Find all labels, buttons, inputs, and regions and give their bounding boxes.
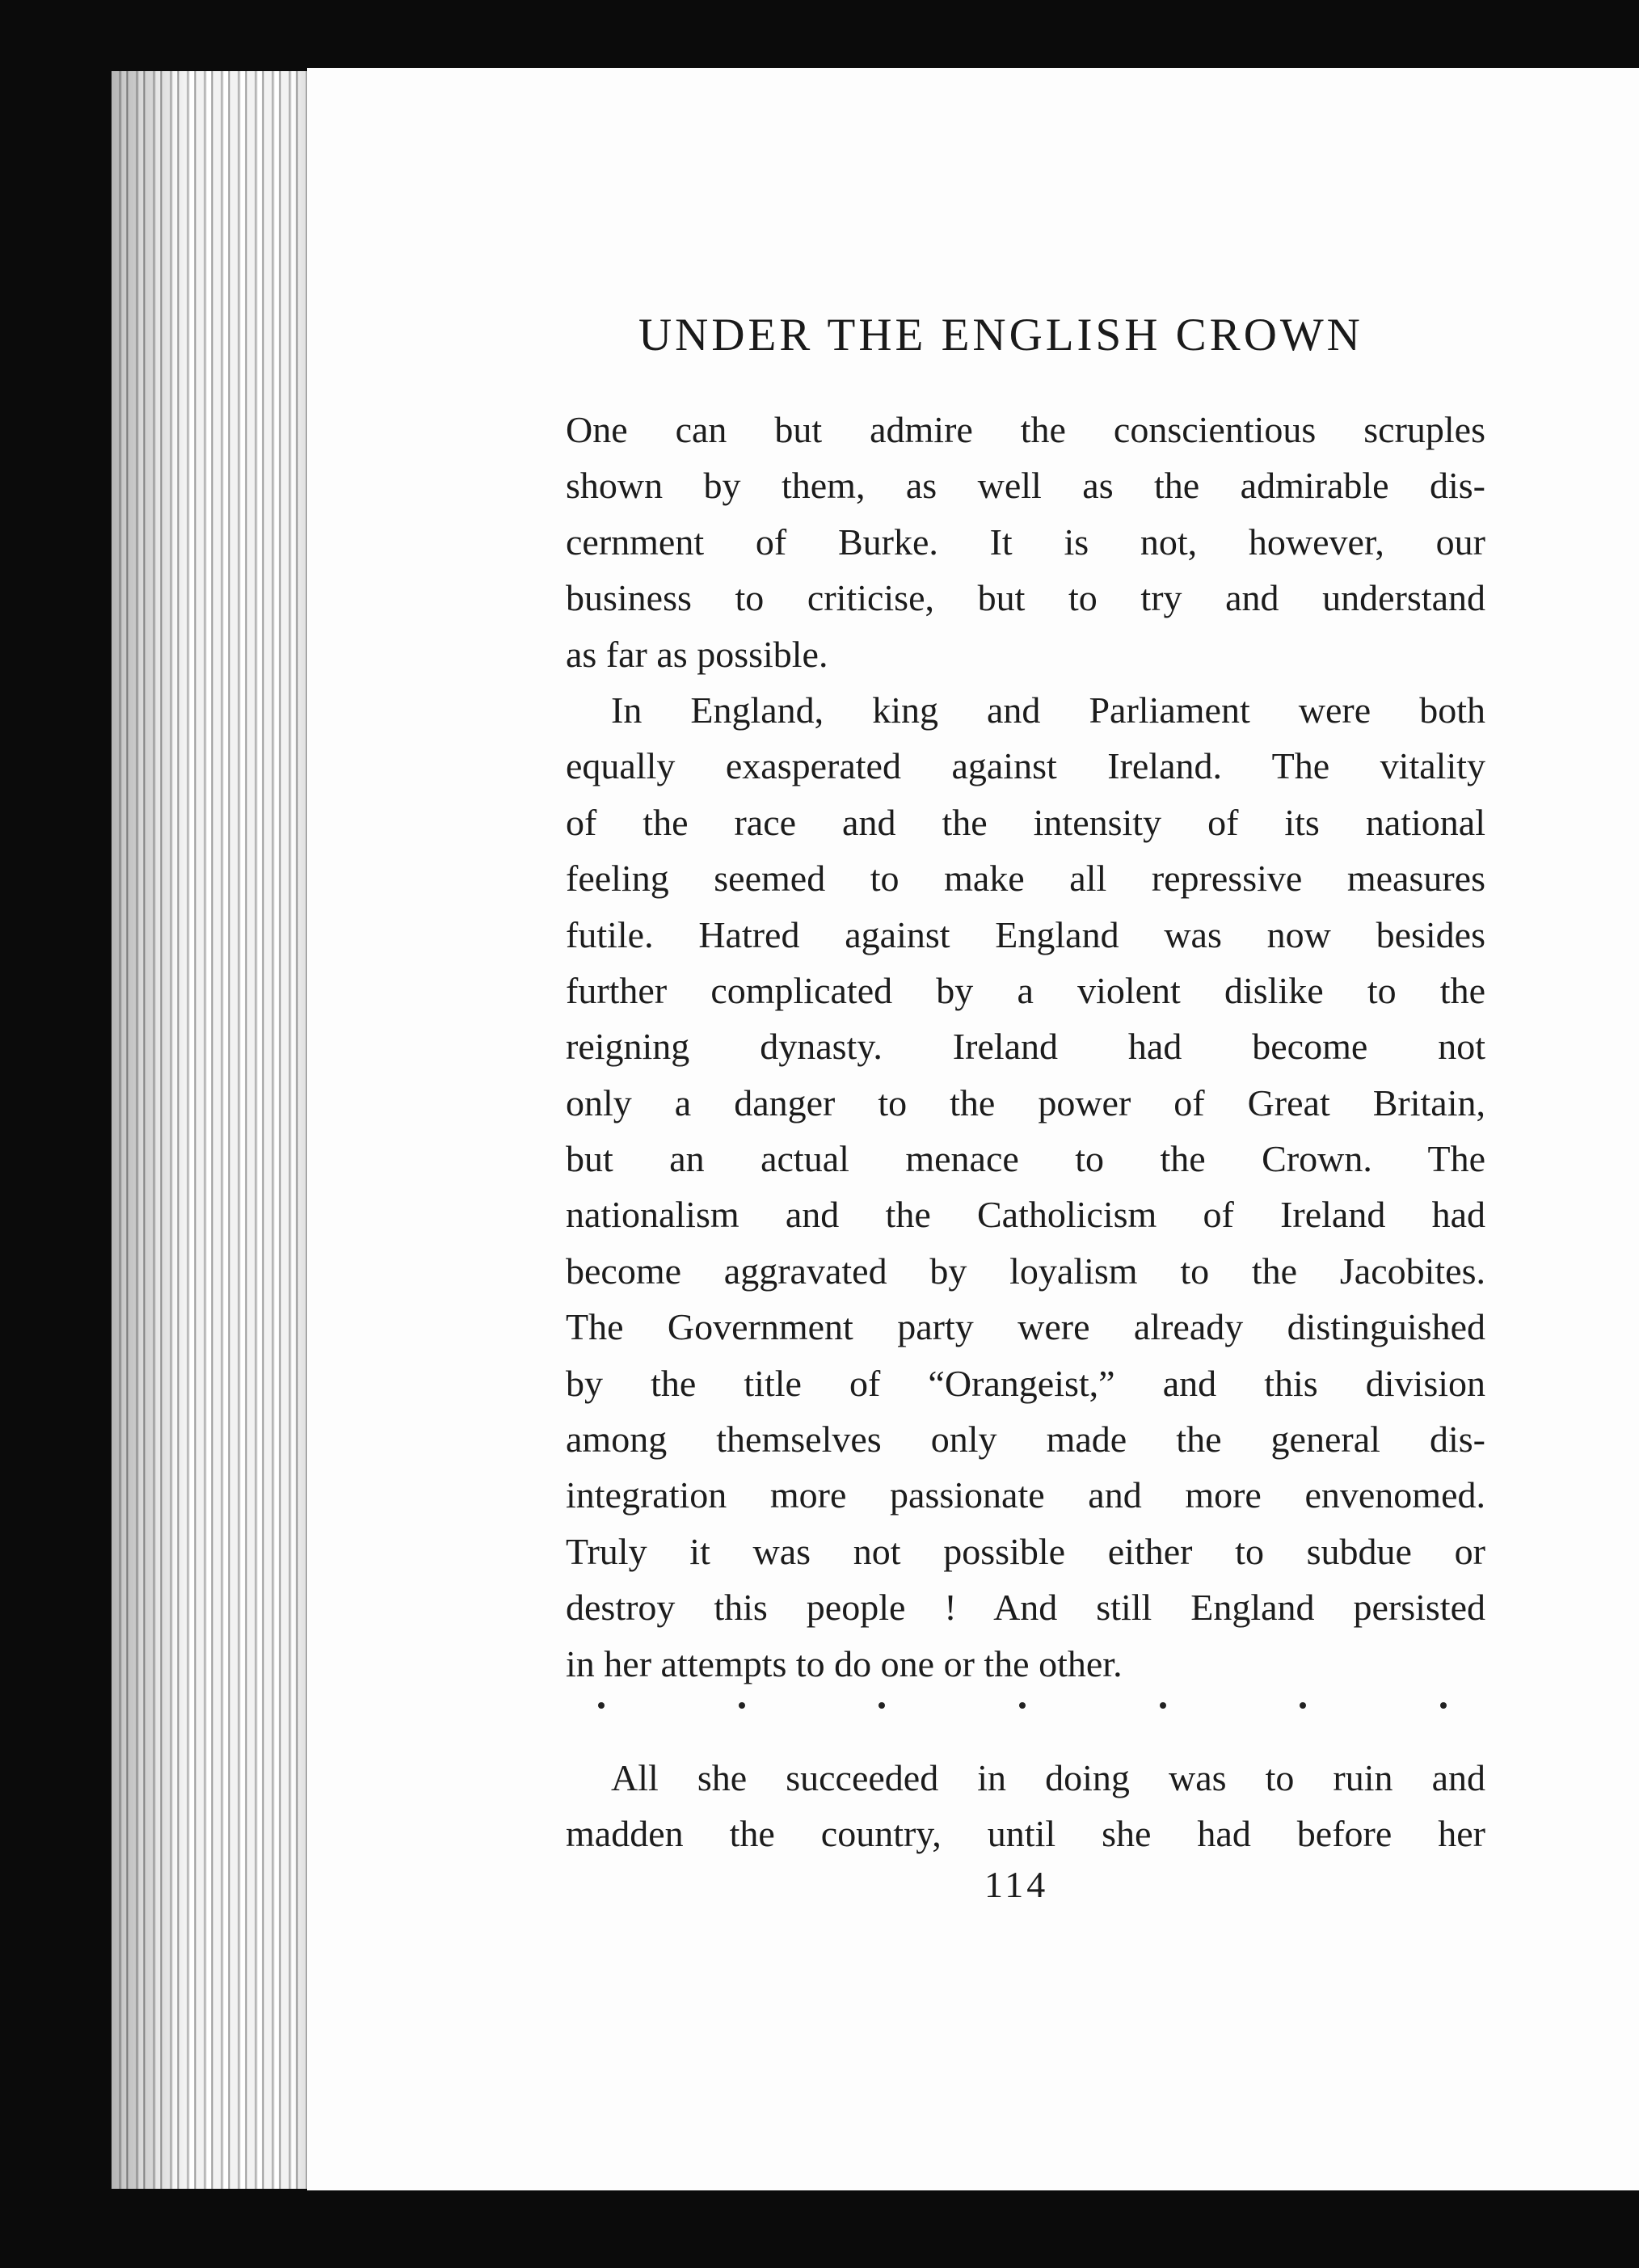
- dot: [739, 1702, 745, 1709]
- text-line: One can but admire the conscientious scruples: [566, 409, 1485, 450]
- dot: [1160, 1702, 1166, 1709]
- text-line: All she succeeded in doing was to ruin and: [611, 1757, 1485, 1798]
- dot: [598, 1702, 605, 1709]
- body-text: [566, 402, 1485, 1692]
- text-line: nationalism and the Catholicism of Ireland had: [566, 1194, 1485, 1236]
- text-line: business to criticise, but to try and understand: [566, 577, 1485, 619]
- text-line: feeling seemed to make all repressive measures: [566, 858, 1485, 900]
- text-line: In England, king and Parliament were both: [611, 689, 1485, 731]
- text-line: become aggravated by loyalism to the Jacobites.: [566, 1250, 1485, 1292]
- text-line: futile. Hatred against England was now besides: [566, 913, 1485, 955]
- section-break-dots: [598, 1702, 1447, 1709]
- text-line: madden the country, until she had before her: [566, 1813, 1485, 1855]
- text-line: in her attempts to do one or the other.: [566, 1642, 1123, 1684]
- text-line: integration more passionate and more envenomed.: [566, 1474, 1485, 1516]
- text-line: of the race and the intensity of its national: [566, 801, 1485, 843]
- page-number: 114: [984, 1864, 1049, 1905]
- text-line: only a danger to the power of Great Britain,: [566, 1081, 1485, 1123]
- text-line: among themselves only made the general dis-: [566, 1419, 1485, 1461]
- text-line: equally exasperated against Ireland. The vitality: [566, 745, 1485, 787]
- text-line: but an actual menace to the Crown. The: [566, 1138, 1485, 1180]
- text-line: shown by them, as well as the admirable dis-: [566, 465, 1485, 507]
- text-line: further complicated by a violent dislike to the: [566, 969, 1485, 1011]
- text-line: by the title of “Orangeist,” and this division: [566, 1362, 1485, 1404]
- dot: [1440, 1702, 1447, 1709]
- text-line: destroy this people ! And still England persisted: [566, 1587, 1485, 1629]
- page-edges: [112, 71, 322, 2189]
- dot: [878, 1702, 885, 1709]
- text-line: Truly it was not possible either to subdue or: [566, 1530, 1485, 1572]
- dot: [1019, 1702, 1026, 1709]
- text-line: cernment of Burke. It is not, however, our: [566, 521, 1485, 563]
- running-head: UNDER THE ENGLISH CROWN: [638, 310, 1363, 360]
- text-line: as far as possible.: [566, 633, 828, 675]
- dot: [1300, 1702, 1306, 1709]
- text-line: reigning dynasty. Ireland had become not: [566, 1026, 1485, 1068]
- text-line: The Government party were already distinguished: [566, 1306, 1485, 1348]
- body-text-continued: [566, 1750, 1485, 1862]
